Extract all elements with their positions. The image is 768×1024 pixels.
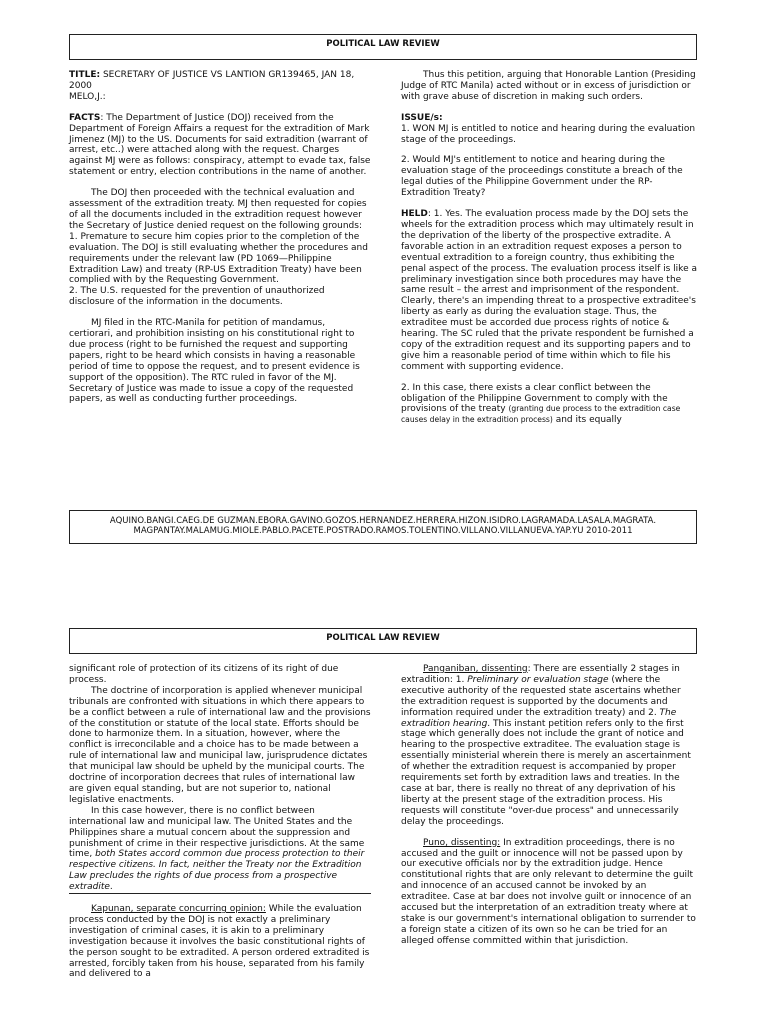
held-1: HELD: 1. Yes. The evaluation process made by the DOJ sets the wheels for the extradition process which may ultimately result in the deprivation of the liberty of the prospective extradite. A favorable action in an extradition request exposes a person to eventual extradition to a foreign country, thus exhibiting the penal aspect of the process. The evaluation process itself is like a preliminary investigation since both procedures may have the same result – the arrest and imprisonment of the respondent. Clearly, there's an impending threat to a prospective extraditee's liberty as early as during the evaluation stage. Thus, the extraditee must be accorded due process rights of notice & hearing. The SC ruled that the private respondent be furnished a copy of the extradition request and its supporting papers and to give him a reasonable period of time within which to file his comment with supporting evidence. — [401, 209, 697, 372]
page1-header — [69, 34, 697, 60]
page2-header — [69, 628, 697, 654]
ground-1: 1. Premature to secure him copies prior to the completion of the evaluation. The DOJ is still evaluating whether the procedures and requirements under the relevant law (PD 1069—Philippine Extradition Law) and treaty (RP-US Extradition Treaty) have been complied with by the Requesting Government. — [69, 231, 368, 286]
issue-heading: ISSUE/s: — [401, 112, 443, 123]
footer-names-line-2: MAGPANTAY.MALAMUG.MIOLE.PABLO.PACETE.POSTRADO.RAMOS.TOLENTINO.VILLANO.VILLANUEVA.YAP.YU 2010-2011 — [133, 526, 633, 536]
facts-paragraph: FACTS: The Department of Justice (DOJ) received from the Department of Foreign Affairs a request for the extradition of Mark Jimenez (MJ) to the US. Documents for said extradition (warrant of arrest, etc..) were attached along with the request. Charges against MJ were as follows: conspiracy, attempt to evade tax, false statement or entry, election contributions in the name of another. — [69, 112, 371, 178]
footer-names-line-1: AQUINO.BANGI.CAEG.DE GUZMAN.EBORA.GAVINO.GOZOS.HERNANDEZ.HERRERA.HIZON.ISIDRO.LAGRAMADA.LASALA.MAGRATA. — [109, 516, 657, 526]
case-author: MELO,J.: — [69, 91, 106, 102]
no-conflict-paragraph: In this case however, there is no conflict between international law and municipal law. The United States and the Philippines share a mutual concern about the suppression and punishment of crime in their respective jurisdictions. At the same time, both States accord common due process protection to their respective citizens. In fact, neither the Treaty nor the Extradition Law precludes the rights of due process from a prospective extradite. — [69, 806, 371, 894]
page1-footer — [69, 510, 697, 544]
held-2: 2. In this case, there exists a clear conflict between the obligation of the Philippine Government to comply with the provisions of the treaty (granting due process to the extradition case causes delay in the extradition process) and its equally — [401, 382, 681, 426]
puno-dissent: Puno, dissenting: In extradition proceedings, there is no accused and the guilt or innocence will not be passed upon by our executive officials nor by the extradition judge. Hence constitutional rights that are only relevant to determine the guilt and innocence of an accused cannot be invoked by an extraditee. Case at bar does not involve guilt or innocence of an accused but the interpretation of an extradition treaty where at stake is our government's international obligation to surrender to a foreign state a citizen of its own so he can be tried for an alleged offense committed within that jurisdiction. — [401, 837, 696, 946]
case-title: TITLE: SECRETARY OF JUSTICE VS LANTION GR139465, JAN 18, 2000 — [69, 70, 355, 91]
facts-paragraph-3: MJ filed in the RTC-Manila for petition of mandamus, certiorari, and prohibition insisting on his constitutional right to due process (right to be furnished the request and supporting papers, right to be heard which consists in having a reasonable period of time to oppose the request, and to present evidence is support of the opposition). The RTC ruled in favor of the MJ. Secretary of Justice was made to issue a copy of the requested papers, as well as conducting further proceedings. — [69, 318, 360, 405]
issue-1: 1. WON MJ is entitled to notice and hearing during the evaluation stage of the proceedings. — [401, 123, 696, 145]
issue-2: 2. Would MJ's entitlement to notice and hearing during the evaluation stage of the proceedings constitute a breach of the legal duties of the Philippine Government under the RP-Extradition Treaty? — [401, 155, 683, 199]
page2-header-title: POLITICAL LAW REVIEW — [326, 633, 440, 643]
page2-left-column — [69, 664, 371, 990]
page1-left-column — [69, 70, 371, 415]
page2-right-column — [401, 664, 697, 957]
facts-paragraph-2: The DOJ then proceeded with the technical evaluation and assessment of the extradition treaty. MJ then requested for copies of all the documents included in the extradition request however the Secretary of Justice denied request on the following grounds: — [69, 188, 367, 231]
kapunan-opinion: Kapunan, separate concurring opinion: While the evaluation process conducted by the DOJ is not exactly a preliminary investigation of criminal cases, it is akin to a preliminary investigation because it involves the basic constitutional rights of the person sought to be extradited. A person ordered extradited is arrested, forcibly taken from his house, separated from his family and delivered to a — [69, 904, 370, 980]
panganiban-dissent: Panganiban, dissenting: There are essentially 2 stages in extradition: 1. Preliminary or evaluation stage (where the executive authority of the requested state ascertains whether the extradition request is supported by the documents and information required under the extradition treaty) and 2. The extradition hearing. This instant petition refers only to the first stage which generally does not include the grant of notice and hearing to the prospective extraditee. The evaluation stage is essentially ministerial wherein there is merely an ascertainment of whether the extradition request is accompanied by proper requirements set forth by extradition laws and treaties. In the case at bar, there is really no threat of any deprivation of his liberty at the present stage of the extradition process. His requests will constitute "over-due process" and unnecessarily delay the proceedings. — [401, 664, 691, 827]
incorporation-paragraph: The doctrine of incorporation is applied whenever municipal tribunals are confronted with situations in which there appears to be a conflict between a rule of international law and the provisions of the constitution or statute of the local state. Efforts should be done to harmonize them. In a situation, however, where the conflict is irreconcilable and a choice has to be made between a rule of international law and municipal law, jurisprudence dictates that municipal law should be upheld by the municipal courts. The doctrine of incorporation decrees that rules of international law are given equal standing, but are not superior to, national legislative enactments. — [69, 685, 371, 805]
page1-right-column — [401, 70, 697, 436]
page1-header-title: POLITICAL LAW REVIEW — [326, 39, 440, 49]
ground-2: 2. The U.S. requested for the prevention of unauthorized disclosure of the information in the documents. — [69, 286, 325, 308]
continuation-paragraph: significant role of protection of its citizens of its right of due process. — [69, 664, 339, 685]
petition-paragraph: Thus this petition, arguing that Honorable Lantion (Presiding Judge of RTC Manila) acted without or in excess of jurisdiction or with grave abuse of discretion in making such orders. — [401, 70, 696, 102]
